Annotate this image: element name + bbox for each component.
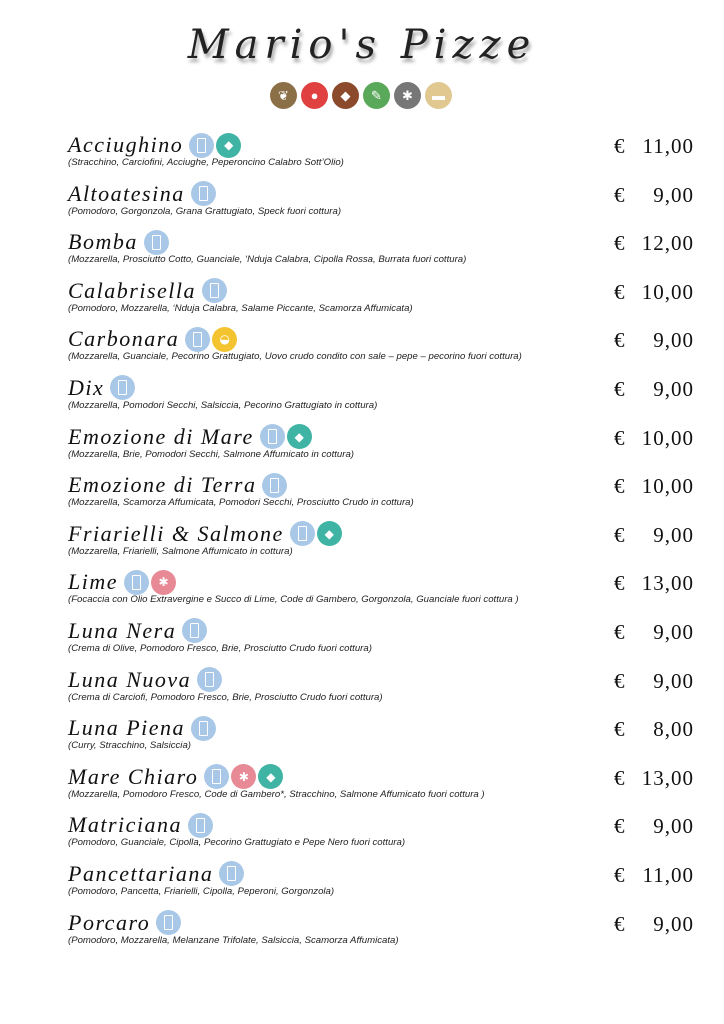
price-value: 9,00	[653, 182, 694, 207]
fish-icon: ◆	[317, 521, 342, 546]
milk-icon	[182, 618, 207, 643]
menu-item	[68, 616, 694, 665]
menu-item	[68, 713, 694, 762]
item-name: Calabrisella	[68, 277, 197, 303]
milk-icon	[124, 570, 149, 595]
item-name: Acciughino	[68, 132, 184, 157]
item-ingredients: (Pomodoro, Pancetta, Friarielli, Cipolla, Peperoni, Gorgonzola)	[68, 885, 335, 897]
milk-icon	[204, 764, 229, 789]
item-price	[614, 814, 694, 839]
item-ingredients: (Stracchino, Carciofini, Acciughe, Peperoncino Calabro Sott’Olio)	[68, 157, 344, 168]
price-value: 9,00	[653, 911, 694, 936]
wheat-icon: ❦	[270, 82, 297, 109]
cured-meat-icon: ◆	[332, 82, 359, 109]
milk-icon	[290, 521, 315, 546]
menu-item	[68, 130, 694, 179]
milk-icon	[189, 133, 214, 158]
item-price	[614, 863, 694, 888]
item-name: Luna Piena	[68, 715, 186, 741]
price-value: 9,00	[653, 619, 694, 644]
item-ingredients: (Pomodoro, Mozzarella, Melanzane Trifolate, Salsiccia, Scamorza Affumicata)	[68, 934, 399, 946]
currency-symbol: €	[614, 911, 626, 936]
price-value: 13,00	[641, 765, 694, 790]
milk-icon	[191, 716, 216, 741]
item-ingredients: (Pomodoro, Guanciale, Cipolla, Pecorino Grattugiato e Pepe Nero fuori cottura)	[68, 837, 406, 849]
item-price	[614, 912, 694, 937]
milk-icon	[260, 424, 285, 449]
menu-item	[68, 324, 694, 373]
vegetable-icon: ✎	[363, 82, 390, 109]
meat-icon: ●	[301, 82, 328, 109]
menu-title-logo: Mario's Pizze	[187, 22, 537, 68]
currency-symbol: €	[614, 862, 626, 887]
item-name: Luna Nera	[68, 617, 177, 643]
item-ingredients: (Mozzarella, Pomodori Secchi, Salsiccia, Pecorino Grattugiato in cottura)	[68, 399, 378, 411]
currency-symbol: €	[614, 474, 626, 499]
menu-item	[68, 276, 694, 325]
item-price	[614, 523, 694, 548]
item-name: Matriciana	[68, 812, 182, 838]
milk-icon	[262, 473, 287, 498]
item-price	[614, 571, 694, 596]
item-name: Mare Chiaro	[68, 763, 199, 789]
currency-symbol: €	[614, 182, 626, 207]
menu-item	[68, 762, 694, 811]
menu-item	[68, 567, 694, 616]
item-name: Friarielli & Salmone	[68, 520, 284, 546]
item-name: Emozione di Terra	[68, 472, 257, 498]
price-value: 13,00	[641, 571, 694, 596]
item-ingredients: (Focaccia con Olio Extravergine e Succo di Lime, Code di Gambero, Gorgonzola, Guanciale fuori cottura )	[68, 594, 519, 606]
item-price	[614, 134, 694, 159]
milk-icon	[188, 813, 213, 838]
currency-symbol: €	[614, 134, 626, 158]
menu-item	[68, 422, 694, 471]
fish-icon: ◆	[287, 424, 312, 449]
menu-item	[68, 227, 694, 276]
pizza-menu-list	[68, 130, 694, 956]
currency-symbol: €	[614, 571, 626, 596]
milk-icon	[197, 667, 222, 692]
milk-icon	[185, 327, 210, 352]
item-ingredients: (Crema di Olive, Pomodoro Fresco, Brie, Prosciutto Crudo fuori cottura)	[68, 642, 372, 654]
item-ingredients: (Mozzarella, Prosciutto Cotto, Guanciale, ‘Nduja Calabra, Cipolla Rossa, Burrata fuori cottura)	[68, 254, 467, 266]
currency-symbol: €	[614, 522, 626, 547]
fish-icon: ◆	[216, 133, 241, 158]
item-name: Lime	[68, 569, 118, 595]
item-price	[614, 717, 694, 742]
category-icons	[270, 82, 452, 109]
currency-symbol: €	[614, 231, 626, 256]
item-ingredients: (Crema di Carciofi, Pomodoro Fresco, Brie, Prosciutto Crudo fuori cottura)	[68, 691, 383, 703]
item-price	[614, 766, 694, 791]
grain-icon: ✱	[394, 82, 421, 109]
menu-item	[68, 665, 694, 714]
menu-item	[68, 373, 694, 422]
item-price	[614, 669, 694, 694]
currency-symbol: €	[614, 717, 626, 742]
price-value: 11,00	[642, 134, 694, 158]
price-value: 10,00	[641, 474, 694, 499]
item-price	[614, 474, 694, 499]
item-price	[614, 183, 694, 208]
currency-symbol: €	[614, 814, 626, 839]
menu-item	[68, 470, 694, 519]
item-name: Dix	[68, 374, 105, 400]
crab-icon: ✱	[231, 764, 256, 789]
price-value: 10,00	[641, 279, 694, 304]
currency-symbol: €	[614, 619, 626, 644]
milk-icon	[219, 861, 244, 886]
milk-icon	[191, 181, 216, 206]
item-name: Porcaro	[68, 909, 151, 935]
item-price	[614, 231, 694, 256]
item-price	[614, 620, 694, 645]
currency-symbol: €	[614, 765, 626, 790]
item-ingredients: (Mozzarella, Scamorza Affumicata, Pomodori Secchi, Prosciutto Crudo in cottura)	[68, 497, 414, 509]
currency-symbol: €	[614, 376, 626, 401]
bread-icon: ▬	[425, 82, 452, 109]
item-ingredients: (Pomodoro, Gorgonzola, Grana Grattugiato, Speck fuori cottura)	[68, 205, 342, 217]
item-name: Altoatesina	[68, 180, 185, 206]
item-ingredients: (Mozzarella, Friarielli, Salmone Affumicato in cottura)	[68, 545, 293, 557]
crab-icon: ✱	[151, 570, 176, 595]
item-ingredients: (Mozzarella, Pomodoro Fresco, Code di Gambero*, Stracchino, Salmone Affumicato fuori cottura )	[68, 788, 485, 800]
item-price	[614, 377, 694, 402]
item-ingredients: (Pomodoro, Mozzarella, ‘Nduja Calabra, Salame Piccante, Scamorza Affumicata)	[68, 302, 413, 314]
price-value: 12,00	[641, 231, 694, 256]
currency-symbol: €	[614, 425, 626, 450]
milk-icon	[110, 375, 135, 400]
price-value: 9,00	[653, 814, 694, 839]
item-price	[614, 328, 694, 353]
menu-item	[68, 519, 694, 568]
price-value: 9,00	[653, 376, 694, 401]
currency-symbol: €	[614, 668, 626, 693]
item-name: Luna Nuova	[68, 666, 192, 692]
milk-icon	[156, 910, 181, 935]
egg-icon: ◒	[212, 327, 237, 352]
item-name: Pancettariana	[68, 860, 214, 886]
price-value: 9,00	[653, 522, 694, 547]
currency-symbol: €	[614, 279, 626, 304]
menu-item	[68, 908, 694, 957]
item-ingredients: (Mozzarella, Guanciale, Pecorino Grattugiato, Uovo crudo condito con sale – pepe – pecorino fuori cottura)	[68, 351, 522, 363]
price-value: 9,00	[653, 668, 694, 693]
item-price	[614, 426, 694, 451]
item-name: Bomba	[68, 229, 138, 255]
price-value: 10,00	[641, 425, 694, 450]
menu-item	[68, 179, 694, 228]
price-value: 11,00	[642, 862, 694, 887]
milk-icon	[144, 230, 169, 255]
item-name: Carbonara	[68, 326, 180, 352]
milk-icon	[202, 278, 227, 303]
price-value: 8,00	[653, 717, 694, 742]
item-price	[614, 280, 694, 305]
currency-symbol: €	[614, 328, 626, 353]
menu-item	[68, 859, 694, 908]
item-ingredients: (Mozzarella, Brie, Pomodori Secchi, Salmone Affumicato in cottura)	[68, 448, 354, 460]
menu-item	[68, 810, 694, 859]
fish-icon: ◆	[258, 764, 283, 789]
price-value: 9,00	[653, 328, 694, 353]
item-ingredients: (Curry, Stracchino, Salsiccia)	[68, 740, 191, 752]
item-name: Emozione di Mare	[68, 423, 254, 449]
